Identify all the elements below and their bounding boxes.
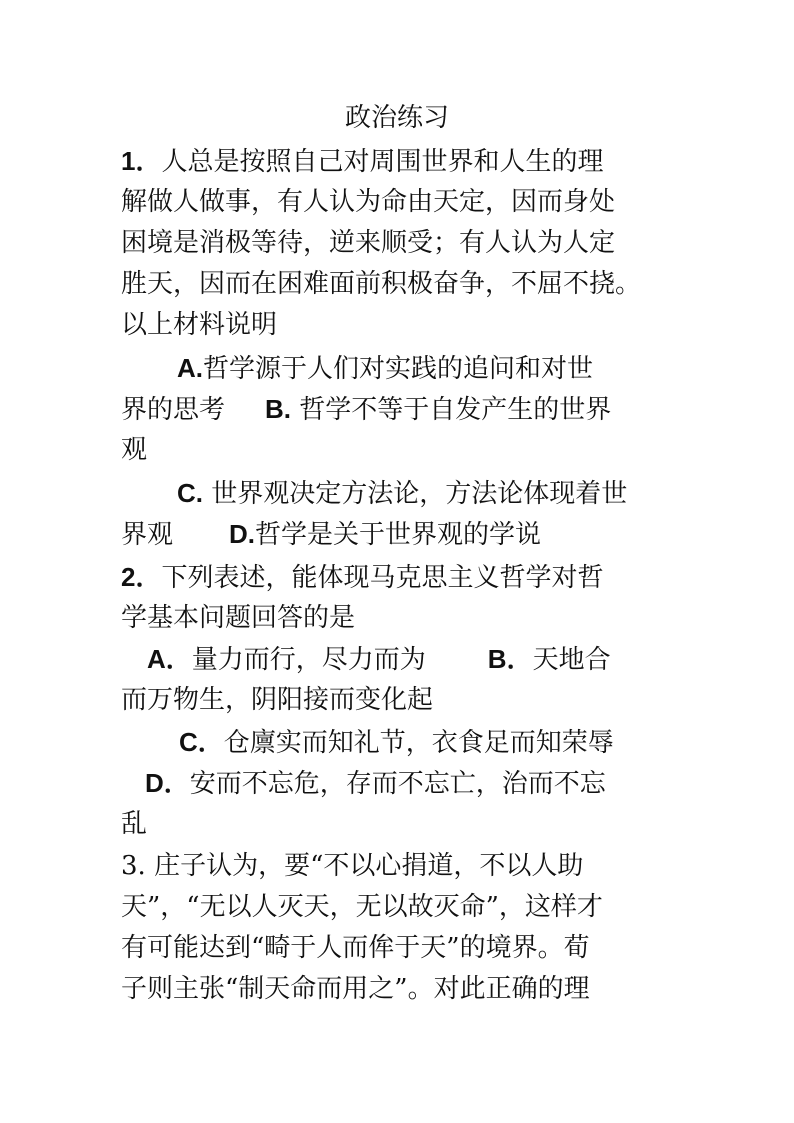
q1-option-a-text-cont: 界的思考 [121, 395, 226, 425]
q3-line-1: 3. 庄子认为，要“不以心捐道，不以人助 [121, 851, 584, 881]
q1-option-cd-line [121, 514, 691, 554]
q1-option-a-text: 哲学源于人们对实践的追问和对世 [203, 354, 594, 384]
q1-option-a-line [121, 348, 747, 388]
q1-option-c-text: 世界观决定方法论，方法论体现着世 [203, 479, 628, 509]
q3-line-3: 有可能达到“畸于人而侔于天”的境界。荀 [121, 933, 590, 963]
q1-option-c-key: C. [177, 478, 203, 508]
q1-option-d-key: D. [229, 519, 256, 549]
q2-number: 2． [121, 562, 162, 592]
q1-line-3: 困境是消极等待，逆来顺受；有人认为人定 [121, 228, 616, 258]
q1-line-1 [121, 141, 691, 181]
q1-stem-1: 人总是按照自己对周围世界和人生的理 [161, 147, 604, 177]
q2-option-b-key: B． [487, 644, 533, 674]
q2-option-c-key: C． [179, 727, 224, 757]
q2-option-d-line [121, 763, 715, 803]
q2-option-ab-line [121, 639, 717, 679]
q1-number: 1． [121, 146, 162, 176]
q2-option-d-cont: 乱 [121, 809, 148, 839]
q2-option-d-key: D． [145, 768, 190, 798]
q1-line-4: 胜天，因而在困难面前积极奋争，不屈不挠。 [121, 269, 642, 299]
q2-stem-1: 下列表述，能体现马克思主义哲学对哲 [161, 563, 604, 593]
q1-line-2: 解做人做事，有人认为命由天定，因而身处 [121, 187, 616, 217]
q1-line-5: 以上材料说明 [121, 310, 278, 340]
q1-option-b-cont: 观 [121, 435, 148, 465]
q2-option-a-text: 量力而行，尽力而为 [191, 645, 426, 675]
q2-option-b-cont: 而万物生，阴阳接而变化起 [121, 685, 434, 715]
q2-line-2: 学基本问题回答的是 [121, 603, 356, 633]
q1-option-ab-line [121, 389, 691, 429]
page-title: 政治练习 [344, 103, 449, 133]
q2-option-a-key: A． [147, 644, 192, 674]
q2-option-b-text: 天地合 [532, 645, 611, 675]
q1-option-b-text: 哲学不等于自发产生的世界 [291, 395, 612, 425]
q3-line-2: 天”，“无以人灭天，无以故灭命”，这样才 [121, 892, 603, 922]
q1-option-b-key: B. [265, 394, 292, 424]
q2-option-c-text: 仓廪实而知礼节，衣食足而知荣辱 [223, 728, 614, 758]
q1-option-c-line [121, 473, 747, 513]
q2-line-1 [121, 557, 691, 597]
q2-option-c-line [121, 722, 749, 762]
q1-option-d-text: 哲学是关于世界观的学说 [255, 520, 542, 550]
q1-option-c-text-cont: 界观 [121, 520, 174, 550]
q1-option-a-key: A. [177, 353, 203, 383]
q2-option-d-text: 安而不忘危，存而不忘亡，治而不忘 [189, 769, 606, 799]
q3-line-4: 子则主张“制天命而用之”。对此正确的理 [121, 974, 590, 1004]
